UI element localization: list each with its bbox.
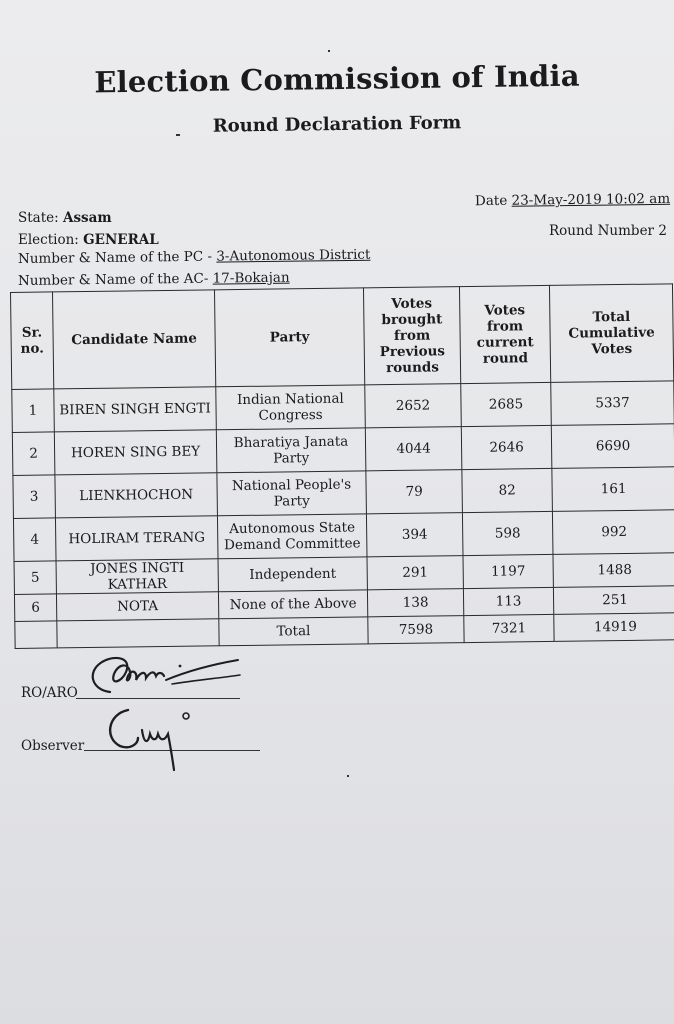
cell-sr: 5 (14, 561, 56, 595)
ac-value: 17-Bokajan (212, 269, 290, 287)
cell-party: Independent (218, 557, 367, 592)
cell-candidate: NOTA (56, 592, 218, 621)
election-value: GENERAL (83, 232, 159, 248)
cell-party: National People's Party (217, 471, 367, 516)
cell-party: Bharatiya Janata Party (216, 428, 366, 473)
total-votes-previous: 7598 (368, 616, 464, 644)
cell-votes-current: 82 (462, 468, 553, 512)
paper-speck (328, 50, 330, 52)
round-value: 2 (658, 223, 667, 239)
cell-empty (15, 621, 57, 649)
total-votes-current: 7321 (464, 614, 554, 642)
cell-empty (57, 619, 219, 648)
ro-aro-label: RO/ARO (21, 685, 78, 701)
cell-candidate: JONES INGTI KATHAR (56, 559, 218, 594)
cell-party: Autonomous State Demand Committee (217, 514, 367, 559)
date-field (475, 191, 670, 209)
totals-label: Total (219, 617, 368, 646)
header-sr: Sr. no. (11, 292, 54, 390)
form-subtitle: Round Declaration Form (212, 112, 462, 137)
cell-votes-current: 598 (462, 511, 553, 555)
election-label: Election: (18, 232, 84, 248)
header-total-cumulative: Total Cumulative Votes (549, 284, 673, 383)
cell-votes-current: 113 (463, 587, 553, 615)
pc-field (18, 247, 371, 267)
date-label: Date (474, 192, 512, 210)
cell-candidate: BIREN SINGH ENGTI (54, 387, 217, 432)
observer-label: Observer (21, 738, 85, 754)
state-field (18, 210, 112, 226)
cell-votes-current: 2646 (461, 425, 552, 469)
cell-votes-total: 161 (552, 467, 674, 512)
round-label: Round Number (549, 223, 659, 239)
page-title: Election Commission of India (94, 58, 580, 100)
observer-signature (98, 700, 208, 775)
state-label: State: (18, 210, 63, 226)
cell-candidate: LIENKHOCHON (55, 473, 218, 518)
round-field (549, 223, 667, 239)
cell-sr: 3 (13, 475, 56, 519)
cell-votes-total: 6690 (551, 424, 674, 469)
cell-votes-total: 5337 (551, 381, 674, 426)
pc-value: 3-Autonomous District (216, 246, 371, 265)
paper-speck (176, 134, 180, 136)
cell-candidate: HOREN SING BEY (54, 430, 217, 475)
cell-sr: 4 (13, 518, 56, 562)
cell-votes-current: 2685 (461, 382, 552, 426)
cell-votes-previous: 138 (367, 589, 463, 617)
ac-label: Number & Name of the AC- (17, 270, 213, 289)
cell-sr: 2 (12, 432, 55, 476)
header-votes-previous: Votes brought from Previous rounds (363, 287, 460, 385)
cell-votes-previous: 2652 (365, 384, 462, 428)
cell-candidate: HOLIRAM TERANG (55, 516, 218, 561)
header-party: Party (214, 288, 364, 387)
header-candidate-name: Candidate Name (53, 290, 216, 389)
cell-sr: 6 (14, 594, 56, 622)
table-header-row (11, 284, 674, 390)
header-votes-current: Votes from current round (459, 285, 550, 383)
cell-votes-current: 1197 (463, 554, 553, 588)
election-field (18, 232, 159, 248)
cell-votes-previous: 394 (366, 513, 463, 557)
cell-votes-total: 1488 (553, 553, 674, 588)
date-value: 23-May-2019 10:02 am (511, 190, 671, 209)
results-table (10, 283, 674, 649)
total-votes-cumulative: 14919 (554, 613, 674, 642)
cell-votes-previous: 4044 (365, 427, 462, 471)
cell-votes-total: 251 (553, 586, 674, 615)
cell-party: None of the Above (218, 590, 367, 619)
cell-sr: 1 (12, 389, 55, 433)
cell-votes-previous: 79 (366, 470, 463, 514)
paper-speck (347, 775, 349, 777)
pc-label: Number & Name of the PC - (17, 248, 217, 267)
state-value: Assam (62, 210, 112, 226)
cell-votes-total: 992 (552, 510, 674, 555)
cell-votes-previous: 291 (367, 556, 463, 590)
cell-party: Indian National Congress (216, 385, 366, 430)
ac-field (18, 270, 290, 289)
